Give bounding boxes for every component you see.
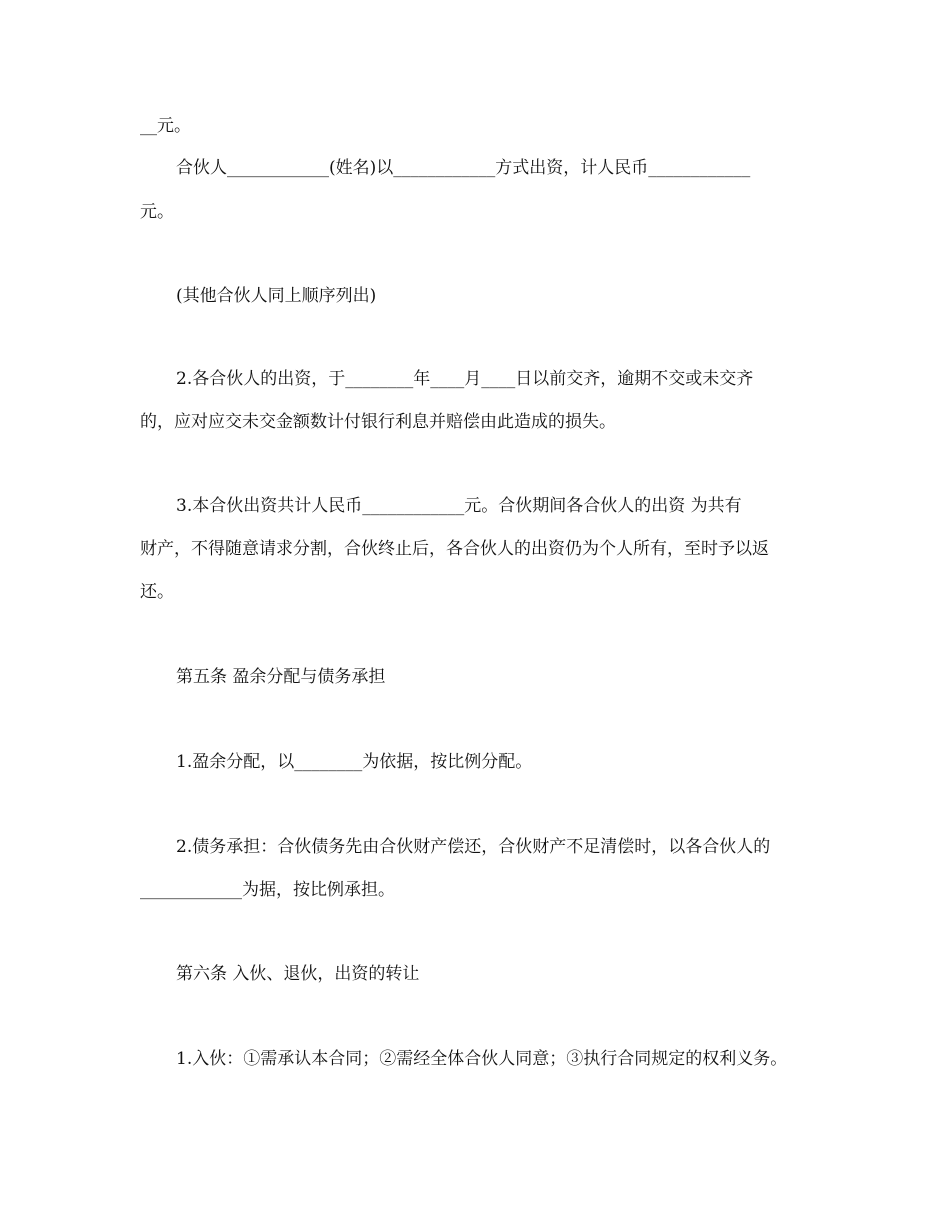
text-line-debt-bearing: 2.债务承担：合伙债务先由合伙财产偿还，合伙财产不足清偿时，以各合伙人的 [176, 837, 771, 857]
text-line-other-partners-note: (其他合伙人同上顺序列出) [176, 286, 377, 306]
text-line-clause-2-penalty: 的，应对应交未交金额数计付银行利息并赔偿由此造成的损失。 [140, 412, 616, 432]
text-line-partner-contribution: 合伙人____________(姓名)以____________方式出资，计人民币____________ [176, 158, 751, 178]
text-line-clause-2-deadline: 2.各合伙人的出资，于________年____月____日以前交齐，逾期不交或未交齐 [176, 369, 754, 389]
text-line-admission: 1.入伙：①需承认本合同；②需经全体合伙人同意；③执行合同规定的权利义务。 [176, 1049, 788, 1069]
text-line-capital-amount-end: __元。 [140, 116, 191, 136]
text-line-yuan: 元。 [140, 202, 174, 222]
heading-article-5: 第五条 盈余分配与债务承担 [176, 667, 386, 687]
text-line-clause-3-total: 3.本合伙出资共计人民币____________元。合伙期间各合伙人的出资 为共有 [176, 496, 742, 516]
text-line-profit-distribution: 1.盈余分配，以________为依据，按比例分配。 [176, 752, 533, 772]
heading-article-6: 第六条 入伙、退伙，出资的转让 [176, 964, 420, 984]
text-line-clause-3-property: 财产，不得随意请求分割，合伙终止后，各合伙人的出资仍为个人所有，至时予以返 [140, 539, 769, 559]
text-line-clause-3-return: 还。 [140, 582, 174, 602]
text-line-debt-basis: ____________为据，按比例承担。 [140, 880, 395, 900]
